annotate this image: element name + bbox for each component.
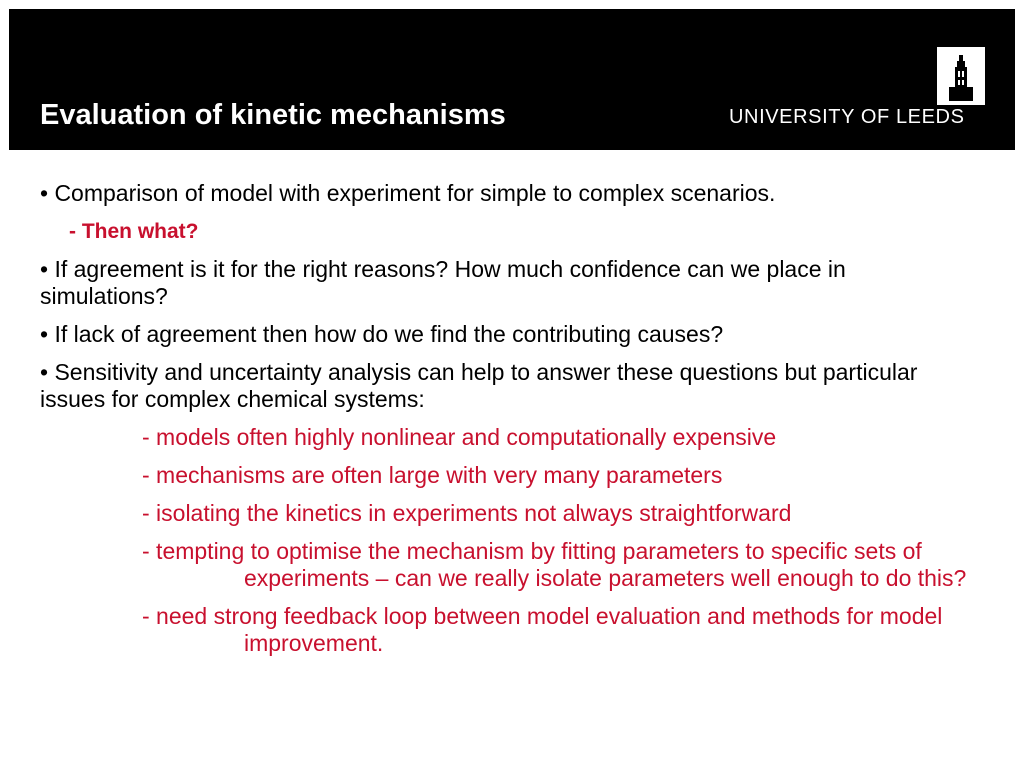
bullet-comparison: • Comparison of model with experiment for simple to complex scenarios. <box>40 180 776 206</box>
slide-body <box>40 180 980 668</box>
slide-title: Evaluation of kinetic mechanisms <box>40 99 506 131</box>
bullet-sensitivity: • Sensitivity and uncertainty analysis can help to answer these questions but particular issues for complex chemical systems: <box>40 359 918 412</box>
issue-item: - mechanisms are often large with very many parameters <box>142 462 723 488</box>
university-wordmark: UNIVERSITY OF LEEDS <box>729 106 965 128</box>
university-logo-icon <box>937 47 985 105</box>
sub-question: - Then what? <box>69 220 199 243</box>
header-bar <box>9 9 1015 150</box>
issue-item: - models often highly nonlinear and computationally expensive <box>142 424 777 450</box>
issue-item: - need strong feedback loop between model evaluation and methods for model improvement. <box>142 603 943 656</box>
issue-item: - isolating the kinetics in experiments not always straightforward <box>142 500 792 526</box>
issue-item: - tempting to optimise the mechanism by fitting parameters to specific sets of experiments – can we really isolate parameters well enough to do this? <box>142 538 967 591</box>
bullet-agreement: • If agreement is it for the right reasons? How much confidence can we place in simulations? <box>40 256 846 309</box>
bullet-lack-of-agreement: • If lack of agreement then how do we find the contributing causes? <box>40 321 724 347</box>
